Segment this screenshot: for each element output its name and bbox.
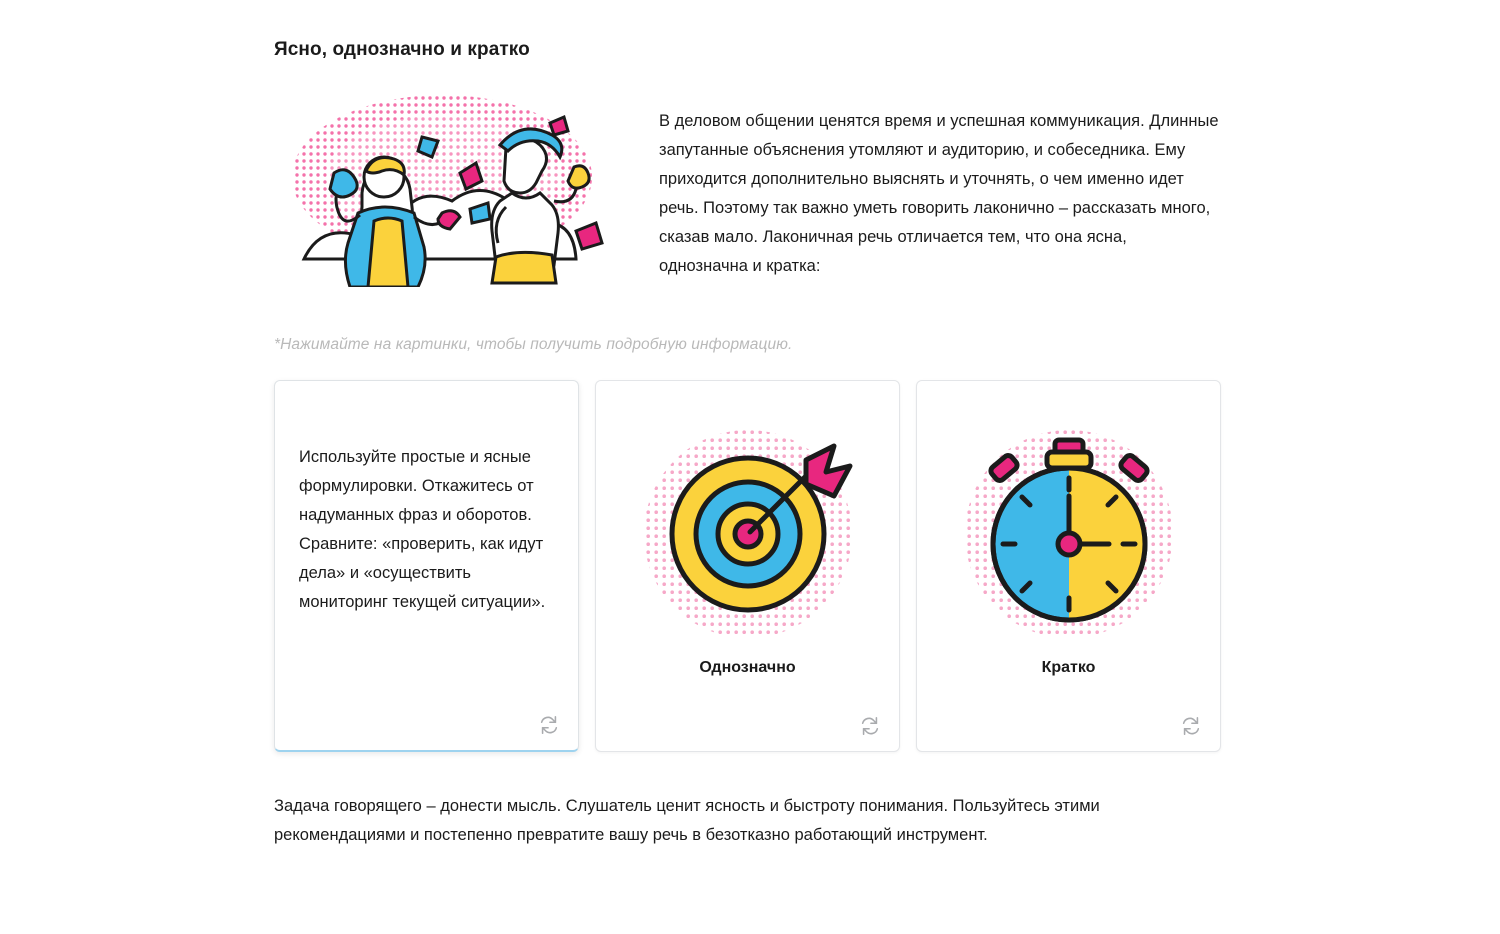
card-clearly-text: Используйте простые и ясные формулировки. Откажитесь от надуманных фраз и оборотов. Сравните: «проверить, как идут дела» и «осуществить мониторинг текущей ситуации».: [299, 448, 546, 611]
card-briefly[interactable]: [916, 380, 1221, 752]
card-briefly-caption: Кратко: [1041, 659, 1096, 676]
outro-paragraph: Задача говорящего – донести мысль. Слушатель ценит ясность и быстроту понимания. Пользуйтесь этими рекомендациями и постепенно превратите вашу речь в безотказно работающий инструмент.: [274, 797, 1100, 844]
click-hint: *Нажимайте на картинки, чтобы получить подробную информацию.: [274, 336, 793, 353]
target-with-arrow-icon: [596, 417, 899, 647]
hero-illustration: [274, 89, 617, 287]
flip-icon[interactable]: [859, 715, 881, 737]
intro-paragraph: В деловом общении ценятся время и успешная коммуникация. Длинные запутанные объяснения утомляют и аудиторию, и собеседника. Ему приходится дополнительно выяснять и уточнять, о чем именно идет речь. Поэтому так важно уметь говорить лаконично – рассказать много, сказав мало. Лаконичная речь отличается тем, что она ясна, однозначна и кратка:: [659, 111, 1219, 275]
card-clearly[interactable]: [274, 380, 579, 752]
card-unambiguously[interactable]: [595, 380, 900, 752]
stopwatch-icon: [917, 417, 1220, 647]
flip-icon[interactable]: [538, 714, 560, 736]
page-title: Ясно, однозначно и кратко: [274, 39, 530, 60]
flip-icon[interactable]: [1180, 715, 1202, 737]
article-content: [274, 0, 1224, 867]
card-unambiguously-caption: Однозначно: [699, 659, 796, 676]
intro-section: [274, 89, 1224, 297]
cards-row: [274, 380, 1224, 752]
